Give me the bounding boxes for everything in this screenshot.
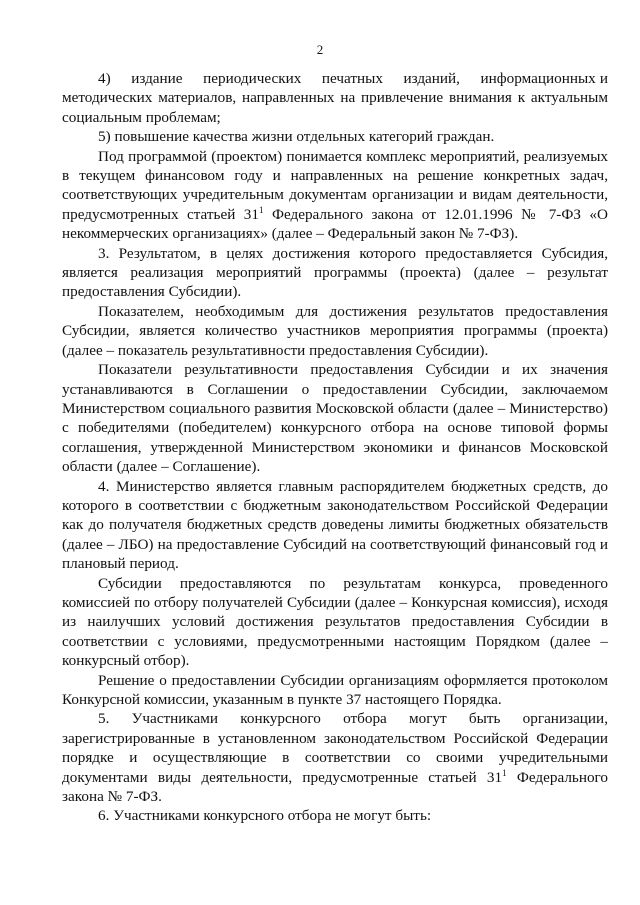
page-number: 2 (316, 42, 324, 57)
paragraph-clause-6: 6. Участниками конкурсного отбора не могут быть: (98, 807, 432, 825)
paragraph-text: 5. Участниками конкурсного отбора могут быть организации, зарегистрированные в установленном законодательством Российской Федерации порядке и осуществляющие в соответствии со своими учредительными документами виды деятельности, предусмотренные статьей 31 (62, 710, 608, 786)
paragraph-text-after: Федерального закона от 12.01.1996 № 7-ФЗ «О некоммерческих организациях» (далее – Федеральный закон № 7-ФЗ). (62, 205, 608, 243)
paragraph-text: Под программой (проектом) понимается комплекс мероприятий, реализуемых в текущем финансовом году и направленных на решение конкретных задач, соответствующих учредительным документам организации и видам деятельности, предусмотренных статьей 31 (62, 147, 608, 223)
paragraph-item-5: 5) повышение качества жизни отдельных категорий граждан. (98, 128, 495, 146)
body-text (62, 69, 608, 826)
paragraph-subsidy-contest: Субсидии предоставляются по результатам конкурса, проведенного комиссией по отбору получателей Субсидии (далее – Конкурсная комиссия), исходя из наилучших условий достижения результатов предоставления Субсидии в соответствии с условиями, предусмотренными настоящим Порядком (далее – конкурсный отбор). (62, 574, 608, 670)
paragraph-clause-4: 4. Министерство является главным распорядителем бюджетных средств, до которого в соответствии с бюджетным законодательством Российской Федерации как до получателя бюджетных средств доведены лимиты бюджетных обязательств (далее – ЛБО) на предоставление Субсидий на соответствующий финансовый год и плановый период. (62, 477, 608, 573)
paragraph-text-after: Федерального закона № 7-ФЗ. (62, 768, 608, 806)
paragraph-indicator: Показателем, необходимым для достижения результатов предоставления Субсидии, является количество участников мероприятия программы (проекта) (далее – показатель результативности предоставления Субсидии). (62, 302, 608, 359)
paragraph-clause-5 (62, 709, 608, 806)
paragraph-item-4: 4) издание периодических печатных изданий, информационных и методических материалов, направленных на привлечение внимания к актуальным социальным проблемам; (62, 70, 608, 126)
paragraph-program-definition (62, 147, 608, 244)
paragraph-indicator-values: Показатели результативности предоставления Субсидии и их значения устанавливаются в Соглашении о предоставлении Субсидии, заключаемом Министерством социального развития Московской области (далее – Министерство) с победителями (победителем) конкурсного отбора на основе типовой формы соглашения, утвержденной Министерством экономики и финансов Московской области (далее – Соглашение). (62, 361, 608, 476)
paragraph-clause-3: 3. Результатом, в целях достижения которого предоставляется Субсидия, является реализация мероприятий программы (проекта) (далее – результат предоставления Субсидии). (62, 244, 608, 301)
superscript: 1 (258, 204, 264, 215)
superscript: 1 (502, 767, 507, 778)
paragraph-decision: Решение о предоставлении Субсидии организациям оформляется протоколом Конкурсной комиссии, указанным в пункте 37 настоящего Порядка. (62, 671, 608, 708)
